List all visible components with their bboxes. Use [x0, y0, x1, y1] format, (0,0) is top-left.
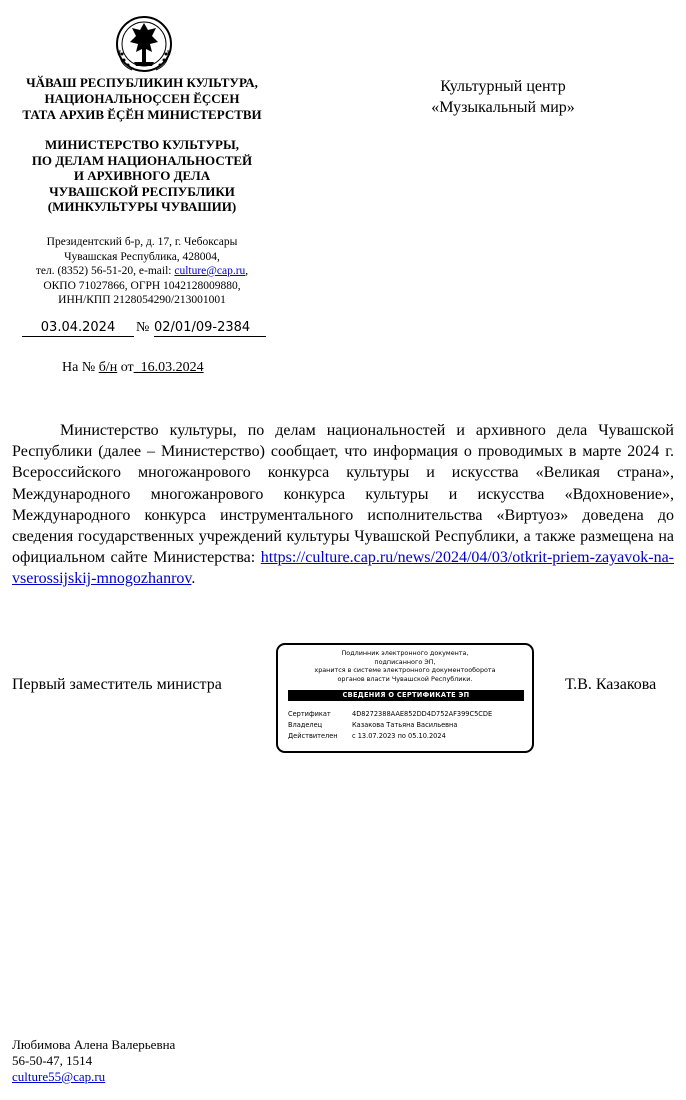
address-line: Президентский б-р, д. 17, г. Чебоксары	[46, 236, 238, 248]
address-line: Чувашская Республика, 428004,	[64, 250, 220, 263]
organization-address	[8, 235, 276, 308]
stamp-owner-row: Владелец Казакова Татьяна Васильевна	[288, 721, 458, 729]
okpo-line: ОКПО 71027866, ОГРН 1042128009880,	[43, 279, 241, 292]
stamp-validity-row: Действителен с 13.07.2023 по 05.10.2024	[288, 732, 446, 740]
organization-name-russian: МИНИСТЕРСТВО КУЛЬТУРЫ, ПО ДЕЛАМ НАЦИОНАЛЬНОСТЕЙ И АРХИВНОГО ДЕЛА ЧУВАШСКОЙ РЕСПУБЛИКИ (МИНКУЛЬТУРЫ ЧУВАШИИ)	[31, 137, 253, 214]
certificate-owner: Казакова Татьяна Васильевна	[352, 721, 458, 729]
stamp-certificate-row: Сертификат 4D8272388AAE852DD4D752AF399C5CDE	[288, 710, 493, 718]
reference-date: _16.03.2024	[133, 360, 204, 375]
registration-number: 02/01/09-2384	[154, 320, 266, 337]
letter-body: Министерство культуры, по делам национальностей и архивного дела Чувашской Республики (далее – Министерство) сообщает, что информация о проводимых в марте 2024 г. Всероссийского многожанрового конкурса культуры и искусства «Великая страна», Международного многожанрового конкурса культуры и искусства «Вдохновение», Международного конкурса инструментального исполнительства «Виртуоз» доведена до сведения государственных учреждений культуры Чувашской Республики, а также размещена на официальном сайте Министерства: https://culture.cap.ru/news/2024/04/03/otkrit-priem-zayavok-na-vserossijskij-mnogozhanrov.	[12, 422, 674, 588]
recipient: Культурный центр «Музыкальный мир»	[431, 78, 575, 116]
inn-line: ИНН/КПП 2128054290/213001001	[58, 294, 226, 306]
certificate-validity: с 13.07.2023 по 05.10.2024	[352, 732, 446, 740]
phone-text: тел. (8352) 56-51-20, e-mail:	[35, 265, 175, 277]
stamp-certificate-bar: СВЕДЕНИЯ О СЕРТИФИКАТЕ ЭП	[288, 690, 524, 701]
electronic-signature-stamp	[276, 643, 534, 753]
news-link[interactable]: https://culture.cap.ru/news/2024/04/03/otkrit-priem-zayavok-na-vserossijskij-mnogozhanrov	[12, 549, 674, 588]
registration-line	[22, 320, 266, 340]
organization-name-chuvash: ЧӐВАШ РЕСПУБЛИКИН КУЛЬТУРА, НАЦИОНАЛЬНОҪСЕН ӖҪСЕН ТАТА АРХИВ ӖҪӖН МИНИСТЕРСТВИ	[22, 75, 262, 122]
number-sign: №	[136, 320, 150, 335]
registration-date: 03.04.2024	[22, 320, 134, 337]
signatory-title: Первый заместитель министра	[12, 676, 222, 693]
executor-phone: 56-50-47, 1514	[12, 1053, 93, 1068]
email-link[interactable]: culture@cap.ru	[174, 265, 246, 277]
certificate-id: 4D8272388AAE852DD4D752AF399C5CDE	[352, 710, 493, 718]
contact-line: тел. (8352) 56-51-20, e-mail: culture@cap.ru,	[35, 265, 249, 277]
reference-line: На № б/н от_16.03.2024	[62, 360, 204, 375]
reference-number: б/н	[98, 360, 118, 375]
signatory-name: Т.В. Казакова	[565, 676, 657, 693]
chuvash-emblem-icon	[112, 14, 176, 74]
executor-email-link[interactable]: culture55@cap.ru	[12, 1069, 106, 1084]
executor-name: Любимова Алена Валерьевна	[12, 1037, 176, 1052]
stamp-header: Подлинник электронного документа, подписанного ЭП, хранится в системе электронного документооборота органов власти Чувашской Республики.	[314, 649, 496, 683]
body-paragraph: Министерство культуры, по делам национальностей и архивного дела Чувашской Республики (далее – Министерство) сообщает, что информация о проводимых в марте 2024 г. Всероссийского многожанрового конкурса культуры и искусства «Великая страна», Международного многожанрового конкурса культуры и искусства «Вдохновение», Международного конкурса инструментального исполнительства «Виртуоз» доведена до сведения государственных учреждений культуры Чувашской Республики, а также размещена на официальном сайте Министерства:	[12, 422, 674, 567]
executor-info	[12, 1037, 175, 1085]
